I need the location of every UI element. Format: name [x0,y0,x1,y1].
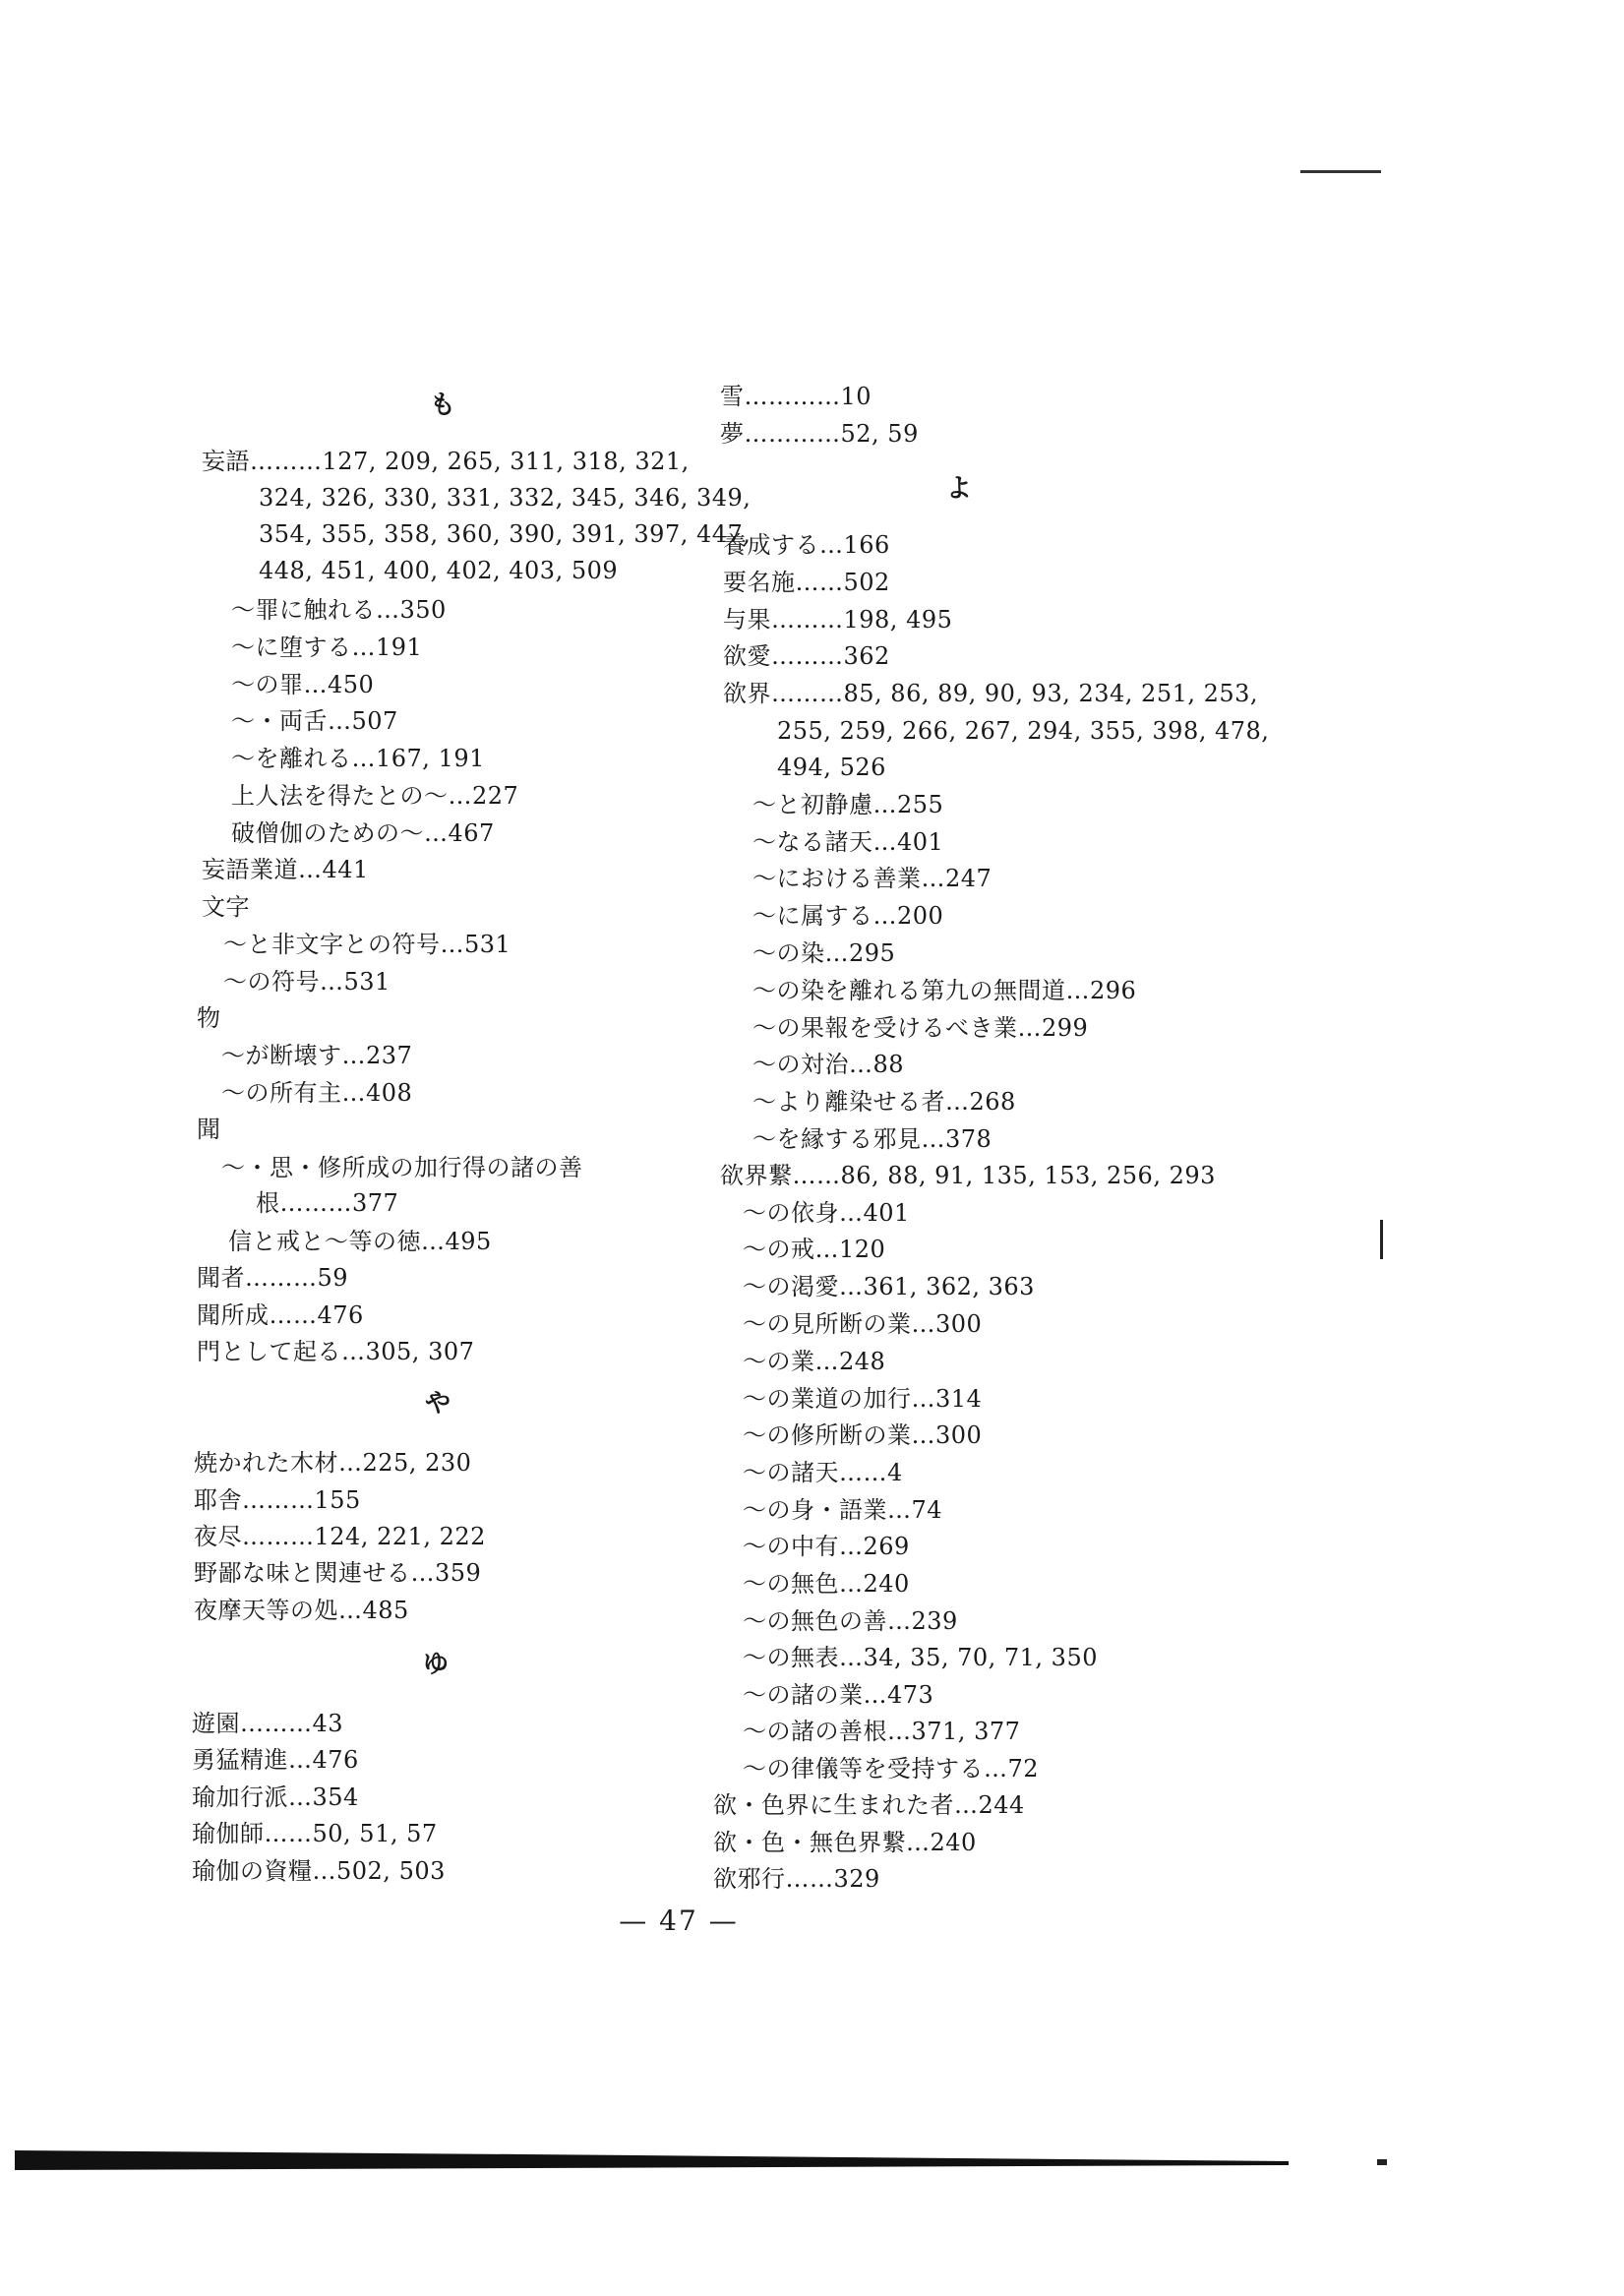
index-entry: 根………377 [256,1189,399,1217]
index-entry: ～と初静慮…255 [752,791,944,818]
index-entry: ～の業道の加行…314 [743,1385,983,1413]
index-entry: ～と非文字との符号…531 [223,931,511,958]
top-rule-line [1300,170,1381,173]
index-entry: ～の戒…120 [743,1236,886,1263]
index-entry: ～罪に触れる…350 [231,596,447,624]
index-entry: 瑜加行派…354 [192,1783,359,1811]
index-entry: ～の染…295 [752,939,896,967]
index-entry: 欲・色界に生まれた者…244 [713,1791,1025,1819]
index-entry: 要名施……502 [723,569,890,596]
index-entry: ～に属する…200 [752,902,944,930]
index-entry: 雪…………10 [720,383,872,410]
index-entry: 欲愛………362 [723,642,890,670]
index-entry: 遊園………43 [192,1710,344,1737]
index-entry: 門として起る…305, 307 [197,1338,475,1365]
section-heading-yo: よ [945,474,972,504]
section-heading-mo: も [429,391,455,420]
index-entry: ～の依身…401 [743,1199,910,1227]
index-entry: ～の中有…269 [743,1533,910,1560]
index-entry: ～の渇愛…361, 362, 363 [743,1273,1035,1300]
index-entry: ～の諸の業…473 [743,1681,934,1709]
index-entry: 欲邪行……329 [713,1865,880,1893]
index-entry: ～を縁する邪見…378 [752,1125,992,1153]
index-entry: 上人法を得たとの～…227 [231,782,519,810]
index-entry: ～が断壊す…237 [221,1042,413,1069]
index-entry: ～の対治…88 [752,1051,905,1078]
index-entry: ～の所有主…408 [221,1079,413,1107]
index-entry: 欲界………85, 86, 89, 90, 93, 234, 251, 253, [723,680,1259,707]
index-entry: 聞所成……476 [197,1301,364,1329]
index-entry: 妄語業道…441 [202,856,369,883]
index-entry: 養成する…166 [723,531,890,559]
bottom-rule-line [15,2150,1289,2170]
index-entry: 物 [197,1004,221,1032]
index-entry: 文字 [202,893,250,921]
index-entry: ～の符号…531 [223,968,391,996]
index-entry: 聞者………59 [197,1264,349,1292]
index-entry: 勇猛精進…476 [192,1746,359,1774]
index-entry: 欲・色・無色界繋…240 [713,1829,977,1856]
index-entry: 494, 526 [777,754,886,781]
index-entry: ～の無色…240 [743,1570,910,1598]
index-entry: 255, 259, 266, 267, 294, 355, 398, 478, [777,717,1270,745]
index-entry: ～の無色の善…239 [743,1607,958,1635]
index-entry: ～の果報を受けるべき業…299 [752,1014,1089,1042]
index-entry: 妄語………127, 209, 265, 311, 318, 321, [202,448,690,475]
index-entry: 耶舎………155 [194,1486,361,1514]
index-entry: ～の修所断の業…300 [743,1421,983,1449]
page-number: — 47 — [619,1904,739,1937]
index-entry: ～より離染せる者…268 [752,1088,1016,1116]
index-entry: ～の無表…34, 35, 70, 71, 350 [743,1644,1098,1671]
index-entry: ～に堕する…191 [231,634,423,661]
index-entry: ～・両舌…507 [231,707,398,735]
index-entry: 瑜伽師……50, 51, 57 [192,1820,438,1847]
index-entry: ～の諸天……4 [743,1459,903,1486]
index-entry: 焼かれた木材…225, 230 [194,1449,472,1477]
index-entry: ～なる諸天…401 [752,828,944,856]
index-entry: 夜摩天等の処…485 [194,1597,409,1624]
index-entry: 野鄙な味と関連せる…359 [194,1559,482,1587]
index-entry: ～の身・語業…74 [743,1496,943,1524]
section-heading-yu: ゆ [422,1650,449,1679]
index-entry: 与果………198, 495 [723,606,953,634]
index-entry: 破僧伽のための～…467 [231,819,495,847]
index-entry: 448, 451, 400, 402, 403, 509 [259,557,619,584]
section-heading-ya: や [424,1389,451,1419]
index-entry: ～の律儀等を受持する…72 [743,1755,1040,1782]
index-entry: 欲界繋……86, 88, 91, 135, 153, 256, 293 [720,1162,1216,1189]
index-entry: ～・思・修所成の加行得の諸の善 [221,1154,583,1181]
index-entry: ～における善業…247 [752,865,992,892]
index-entry: ～の諸の善根…371, 377 [743,1718,1021,1745]
index-entry: ～の罪…450 [231,671,375,698]
margin-dot [1377,2159,1387,2165]
index-entry: 夢…………52, 59 [720,420,919,448]
index-entry: ～の染を離れる第九の無間道…296 [752,977,1137,1004]
index-entry: 信と戒と～等の徳…495 [228,1228,492,1255]
index-entry: ～の見所断の業…300 [743,1310,983,1338]
index-entry: ～の業…248 [743,1348,886,1375]
index-entry: 354, 355, 358, 360, 390, 391, 397, 447, [259,520,752,548]
index-entry: 324, 326, 330, 331, 332, 345, 346, 349, [259,484,752,512]
index-entry: 夜尽………124, 221, 222 [194,1523,486,1550]
margin-mark [1380,1220,1383,1259]
index-entry: 瑜伽の資糧…502, 503 [192,1857,446,1885]
index-entry: 聞 [197,1116,221,1143]
index-entry: ～を離れる…167, 191 [231,745,485,772]
